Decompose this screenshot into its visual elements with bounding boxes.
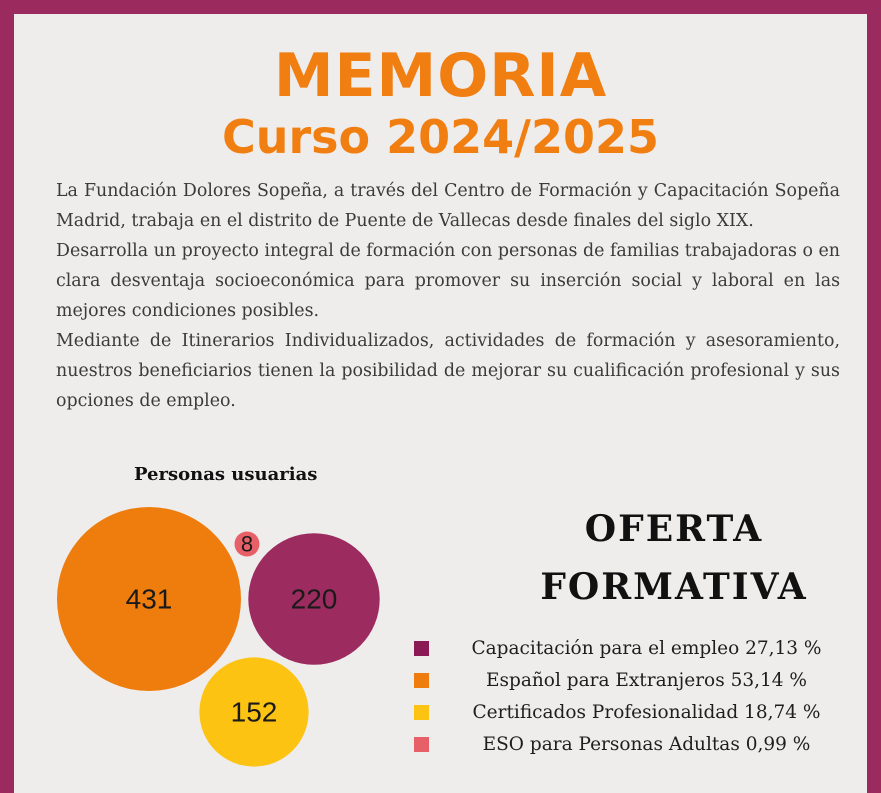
oferta-legend	[414, 632, 854, 760]
oferta-title-line: OFERTA	[584, 508, 764, 550]
chart-title: Personas usuarias	[134, 464, 318, 485]
legend-item	[414, 728, 854, 760]
memoria-page	[14, 14, 867, 793]
intro-paragraph: Mediante de Itinerarios Individualizados, actividades de formación y asesoramiento, nuestros beneficiarios tienen la posibilidad de mejorar su cualificación profesional y sus opciones de empleo.	[56, 331, 840, 411]
bubble-value-label: 152	[230, 696, 278, 728]
legend-item	[414, 664, 854, 696]
oferta-title-line: FORMATIVA	[540, 566, 808, 608]
oferta-title	[494, 500, 854, 616]
bubble-value-label: 8	[240, 531, 254, 557]
intro-paragraph: La Fundación Dolores Sopeña, a través del Centro de Formación y Capacitación Sopeña Madrid, trabaja en el distrito de Puente de Vallecas desde finales del siglo XIX.	[56, 181, 840, 231]
bubble-value-label: 431	[125, 583, 173, 615]
legend-item	[414, 696, 854, 728]
legend-swatch	[414, 641, 429, 656]
legend-label: Certificados Profesionalidad 18,74 %	[472, 701, 821, 723]
legend-item	[414, 632, 854, 664]
legend-swatch	[414, 705, 429, 720]
page-title: MEMORIA	[273, 41, 608, 111]
intro-paragraph: Desarrolla un proyecto integral de formación con personas de familias trabajadoras o en clara desventaja socioeconómica para promover su inserción social y laboral en las mejores condiciones posibles.	[56, 241, 840, 321]
legend-swatch	[414, 673, 429, 688]
legend-swatch	[414, 737, 429, 752]
page-subtitle: Curso 2024/2025	[221, 110, 660, 164]
legend-label: Capacitación para el empleo 27,13 %	[471, 637, 822, 659]
legend-label: Español para Extranjeros 53,14 %	[486, 669, 807, 691]
bubble-value-label: 220	[290, 583, 338, 615]
legend-label: ESO para Personas Adultas 0,99 %	[482, 733, 811, 755]
